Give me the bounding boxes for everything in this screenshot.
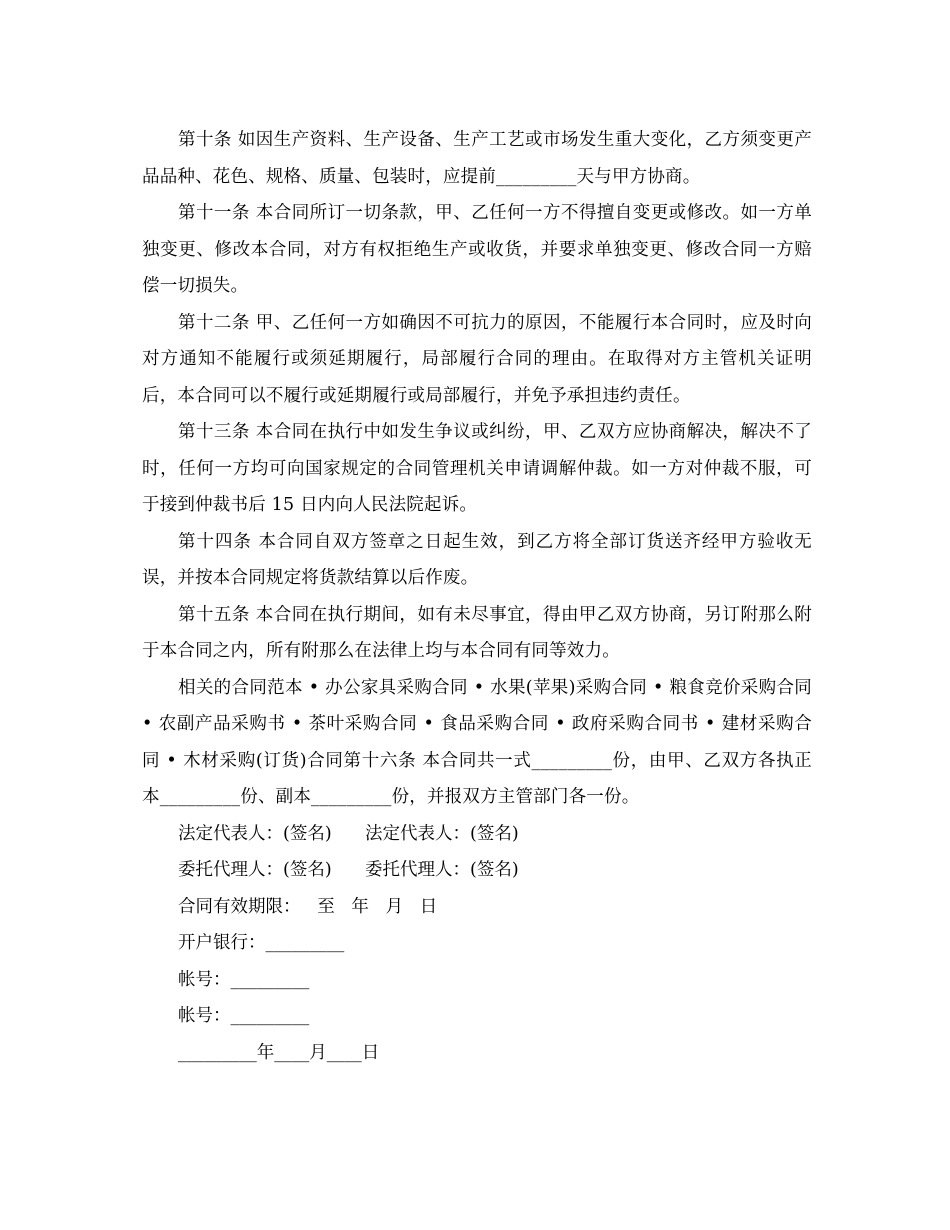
clause-11: 第十一条 本合同所订一切条款，甲、乙任何一方不得擅自变更或修改。如一方单独变更、修改本合同，对方有权拒绝生产或收货，并要求单独变更、修改合同一方赔偿一切损失。 xyxy=(142,203,812,296)
bank-line: 开户银行：_________ xyxy=(178,933,345,953)
related-templates-and-clause-16: 相关的合同范本 • 办公家具采购合同 • 水果(苹果)采购合同 • 粮食竞价采购合同 • 农副产品采购书 • 茶叶采购合同 • 食品采购合同 • 政府采购合同书 • 建材采购合同 • 木材采购(订货)合同第十六条 本合同共一式_________份，由甲、乙双方各执正本_________份、副本_________份，并报双方主管部门各一份。 xyxy=(142,677,812,807)
date-line: _________年____月____日 xyxy=(178,1042,380,1063)
validity-period-line: 合同有效期限： 至 年 月 日 xyxy=(178,896,438,917)
clause-15: 第十五条 本合同在执行期间，如有未尽事宜，得由甲乙双方协商，另订附那么附于本合同之内，所有附那么在法律上均与本合同有同等效力。 xyxy=(142,604,812,661)
legal-representative-line: 法定代表人：(签名) 法定代表人：(签名) xyxy=(178,823,519,844)
account-line-2: 帐号：_________ xyxy=(178,1006,310,1026)
document-page xyxy=(142,122,812,1071)
authorized-agent-line: 委托代理人：(签名) 委托代理人：(签名) xyxy=(178,860,519,880)
clause-12: 第十二条 甲、乙任何一方如确因不可抗力的原因，不能履行本合同时，应及时向对方通知不能履行或须延期履行，局部履行合同的理由。在取得对方主管机关证明后，本合同可以不履行或延期履行或局部履行，并免予承担违约责任。 xyxy=(142,312,812,406)
account-line-1: 帐号：_________ xyxy=(178,969,310,990)
clause-14: 第十四条 本合同自双方签章之日起生效，到乙方将全部订货送齐经甲方验收无误，并按本合同规定将货款结算以后作废。 xyxy=(142,531,812,588)
clause-13: 第十三条 本合同在执行中如发生争议或纠纷，甲、乙双方应协商解决，解决不了时，任何一方均可向国家规定的合同管理机关申请调解仲裁。如一方对仲裁不服，可于接到仲裁书后 15 日内向人民法院起诉。 xyxy=(142,422,812,515)
clause-10: 第十条 如因生产资料、生产设备、生产工艺或市场发生重大变化，乙方须变更产品品种、花色、规格、质量、包装时，应提前_________天与甲方协商。 xyxy=(142,130,812,187)
